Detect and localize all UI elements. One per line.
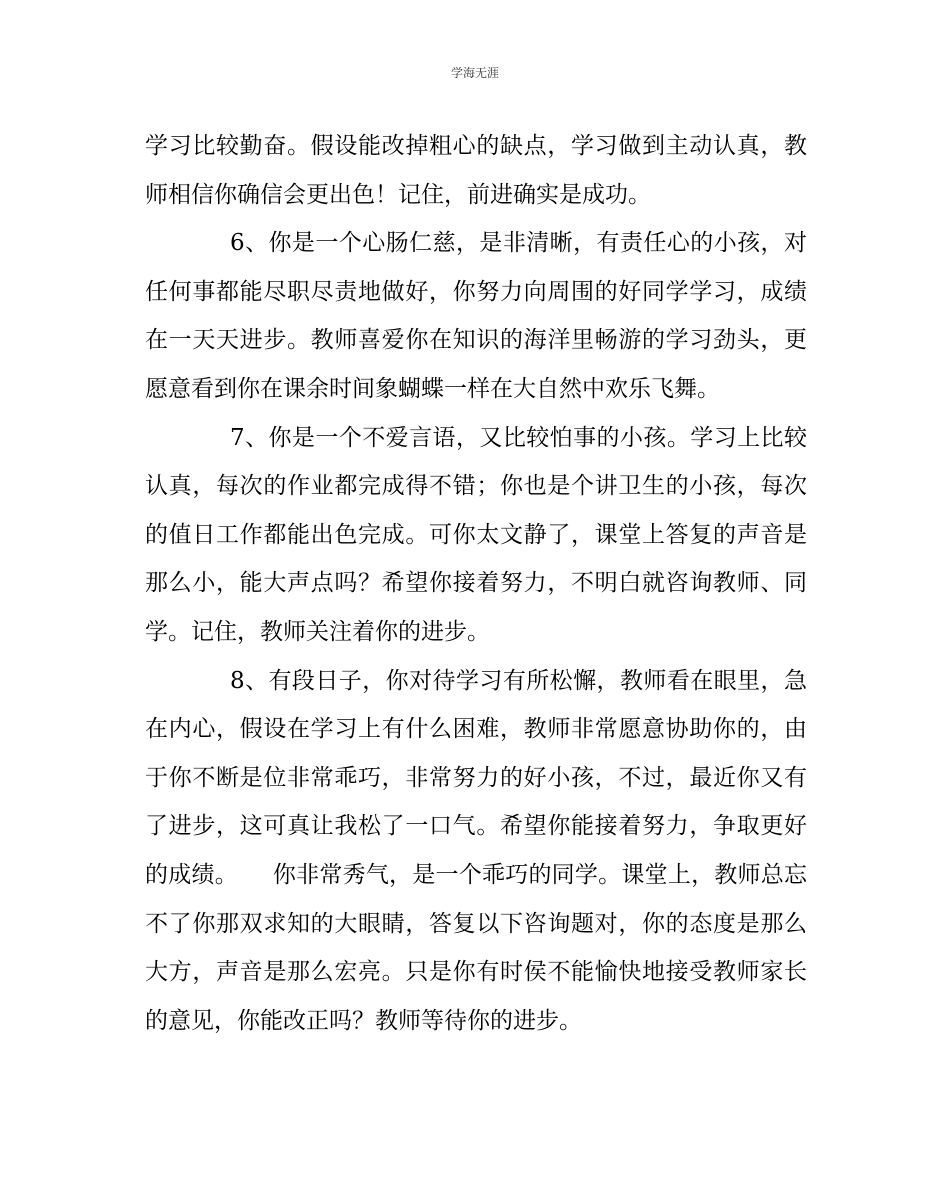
- paragraph-6: 6、你是一个心肠仁慈，是非清晰，有责任心的小孩，对任何事都能尽职尽责地做好，你努力向周围的好同学学习，成绩在一天天进步。教师喜爱你在知识的海洋里畅游的学习劲头，更愿意看到你在课余时间象蝴蝶一样在大自然中欢乐飞舞。: [145, 230, 807, 402]
- paragraph-intro: 学习比较勤奋。假设能改掉粗心的缺点，学习做到主动认真，教师相信你确信会更出色！记住，前进确实是成功。: [145, 133, 807, 208]
- page-header: 学海无涯: [450, 66, 499, 80]
- body-text: [145, 122, 807, 1045]
- paragraph-8: 8、有段日子，你对待学习有所松懈，教师看在眼里，急在内心，假设在学习上有什么困难，教师非常愿意协助你的，由于你不断是位非常乖巧，非常努力的好小孩，不过，最近你又有了进步，这可真让我松了一口气。希望你能接着努力，争取更好的成绩。 你非常秀气，是一个乖巧的同学。课堂上，教师总忘不了你那双求知的大眼睛，答复以下咨询题对，你的态度是那么大方，声音是那么宏亮。只是你有时侯不能愉快地接受教师家长的意见，你能改正吗？教师等待你的进步。: [145, 667, 807, 1034]
- paragraph-7: 7、你是一个不爱言语，又比较怕事的小孩。学习上比较认真，每次的作业都完成得不错；你也是个讲卫生的小孩，每次的值日工作都能出色完成。可你太文静了，课堂上答复的声音是那么小，能大声点吗？希望你接着努力，不明白就咨询教师、同学。记住，教师关注着你的进步。: [145, 424, 807, 645]
